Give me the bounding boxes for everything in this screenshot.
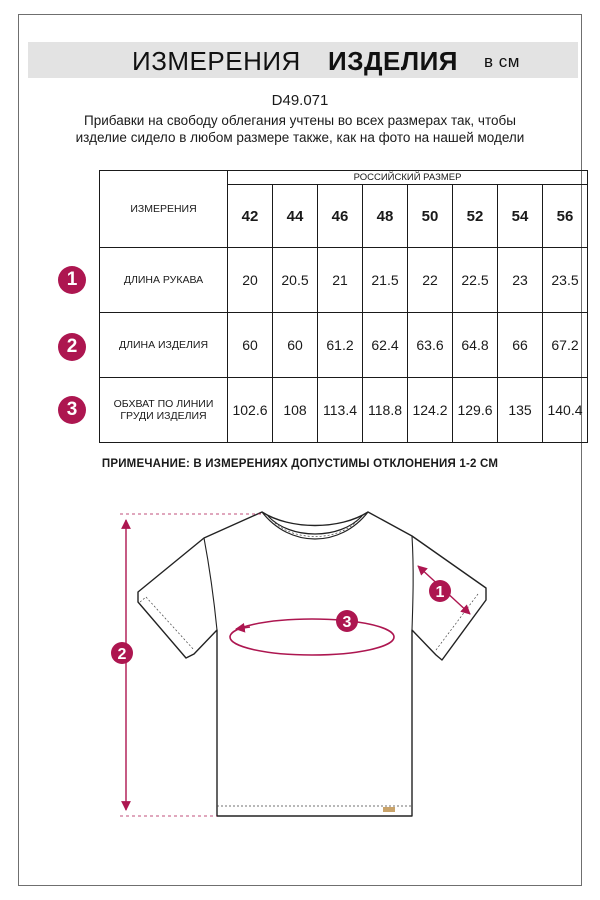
measure-header: ИЗМЕРЕНИЯ (100, 171, 228, 248)
row-label-chest-girth: ОБХВАТ ПО ЛИНИИ ГРУДИ ИЗДЕЛИЯ (100, 378, 228, 443)
title-unit: в см (484, 52, 520, 71)
value-cell: 20 (228, 248, 273, 313)
size-cell: 42 (228, 185, 273, 248)
value-cell: 60 (228, 313, 273, 378)
value-cell: 60 (273, 313, 318, 378)
value-cell: 140.4 (543, 378, 588, 443)
tshirt-outline (138, 512, 486, 816)
value-cell: 20.5 (273, 248, 318, 313)
tolerance-note: ПРИМЕЧАНИЕ: В ИЗМЕРЕНИЯХ ДОПУСТИМЫ ОТКЛОНЕНИЯ 1-2 СМ (101, 458, 499, 470)
value-cell: 23.5 (543, 248, 588, 313)
value-cell: 102.6 (228, 378, 273, 443)
marker-2-badge: 2 (58, 333, 86, 361)
value-cell: 21.5 (363, 248, 408, 313)
size-table (99, 170, 588, 443)
title-bar (28, 42, 578, 78)
svg-text:1: 1 (435, 584, 445, 601)
value-cell: 124.2 (408, 378, 453, 443)
label-tag (383, 807, 395, 812)
value-cell: 22.5 (453, 248, 498, 313)
size-cell: 52 (453, 185, 498, 248)
svg-text:2: 2 (117, 646, 127, 663)
table-row (100, 248, 588, 313)
tshirt-diagram (0, 490, 600, 890)
value-cell: 129.6 (453, 378, 498, 443)
value-cell: 66 (498, 313, 543, 378)
value-cell: 113.4 (318, 378, 363, 443)
size-cell: 48 (363, 185, 408, 248)
value-cell: 62.4 (363, 313, 408, 378)
title-measurements: ИЗМЕРЕНИЯ (132, 46, 301, 76)
diagram-marker-1 (429, 580, 451, 602)
marker-3-badge: 3 (58, 396, 86, 424)
size-cell: 44 (273, 185, 318, 248)
size-cell: 50 (408, 185, 453, 248)
svg-text:3: 3 (342, 614, 352, 631)
size-system-header: РОССИЙСКИЙ РАЗМЕР (228, 171, 588, 185)
value-cell: 67.2 (543, 313, 588, 378)
value-cell: 108 (273, 378, 318, 443)
value-cell: 23 (498, 248, 543, 313)
value-cell: 135 (498, 378, 543, 443)
value-cell: 64.8 (453, 313, 498, 378)
diagram-marker-2 (111, 642, 133, 664)
table-row (100, 378, 588, 443)
size-cell: 56 (543, 185, 588, 248)
marker-1-badge: 1 (58, 266, 86, 294)
value-cell: 21 (318, 248, 363, 313)
title-garment: ИЗДЕЛИЯ (328, 46, 458, 76)
value-cell: 63.6 (408, 313, 453, 378)
article-code: D49.071 (271, 92, 329, 109)
size-cell: 46 (318, 185, 363, 248)
table-row (100, 313, 588, 378)
row-label-garment-length: ДЛИНА ИЗДЕЛИЯ (100, 313, 228, 378)
value-cell: 22 (408, 248, 453, 313)
row-label-sleeve-length: ДЛИНА РУКАВА (100, 248, 228, 313)
size-cell: 54 (498, 185, 543, 248)
diagram-marker-3 (336, 610, 358, 632)
fit-description: Прибавки на свободу облегания учтены во всех размерах так, чтобы изделие сидело в любом размере также, как на фото на нашей модели (75, 113, 525, 145)
value-cell: 118.8 (363, 378, 408, 443)
value-cell: 61.2 (318, 313, 363, 378)
